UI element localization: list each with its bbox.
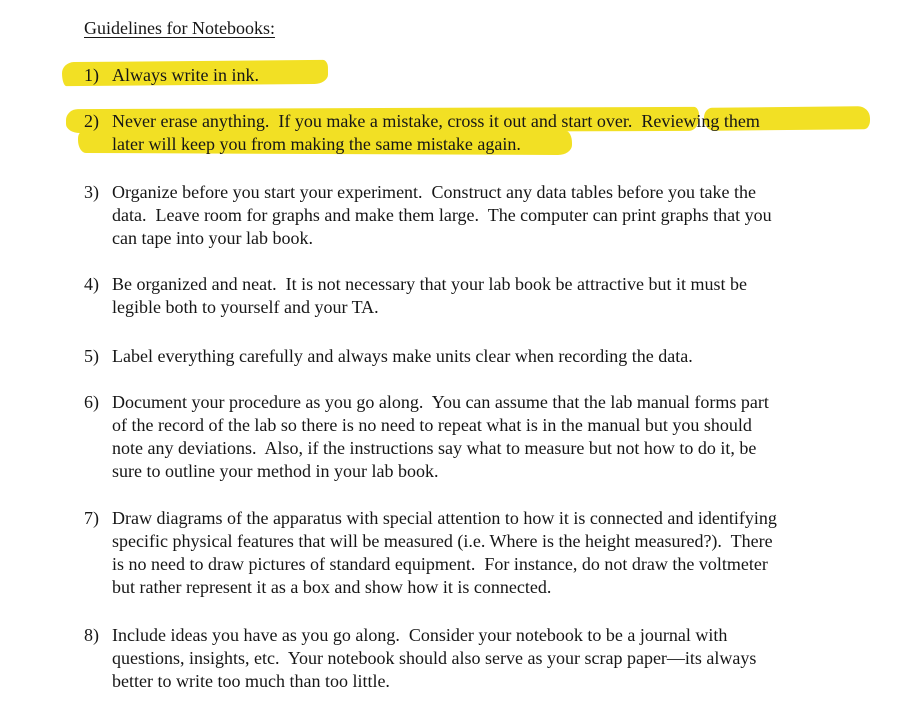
list-item-3	[84, 181, 906, 250]
item-text-line: note any deviations. Also, if the instructions say what to measure but not how to do it, be	[112, 438, 757, 458]
item-number: 7)	[84, 508, 99, 528]
list-item-7	[84, 507, 906, 599]
item-text	[112, 391, 769, 483]
list-item-5	[84, 345, 906, 368]
item-text-line: Include ideas you have as you go along. Consider your notebook to be a journal with	[112, 625, 728, 645]
item-number: 4)	[84, 274, 99, 294]
item-text	[112, 64, 259, 87]
item-text-line: of the record of the lab so there is no need to repeat what is in the manual but you should	[112, 415, 752, 435]
item-text	[112, 181, 772, 250]
item-text	[112, 507, 777, 599]
page-title: Guidelines for Notebooks:	[84, 18, 275, 38]
list-item-8	[84, 624, 906, 693]
list-item-1	[84, 64, 906, 87]
item-text-line: Always write in ink.	[112, 65, 259, 85]
item-text-line: data. Leave room for graphs and make them large. The computer can print graphs that you	[112, 205, 772, 225]
list-item-2	[84, 110, 906, 156]
item-text	[112, 110, 760, 156]
list-item-6	[84, 391, 906, 483]
item-text-line: Document your procedure as you go along. You can assume that the lab manual forms part	[112, 392, 769, 412]
item-text-line: Label everything carefully and always make units clear when recording the data.	[112, 346, 693, 366]
item-text-line: better to write too much than too little.	[112, 671, 390, 691]
item-text	[112, 345, 693, 368]
item-text-line: Draw diagrams of the apparatus with special attention to how it is connected and identifying	[112, 508, 777, 528]
item-number: 1)	[84, 65, 99, 85]
item-number: 6)	[84, 392, 99, 412]
item-number: 2)	[84, 111, 99, 131]
item-text-line: Organize before you start your experiment. Construct any data tables before you take the	[112, 182, 756, 202]
item-text-line: can tape into your lab book.	[112, 228, 313, 248]
item-text-line: Be organized and neat. It is not necessary that your lab book be attractive but it must be	[112, 274, 747, 294]
item-text-line: sure to outline your method in your lab book.	[112, 461, 439, 481]
item-text-line: but rather represent it as a box and show how it is connected.	[112, 577, 552, 597]
item-text-line: legible both to yourself and your TA.	[112, 297, 379, 317]
item-number: 8)	[84, 625, 99, 645]
item-text	[112, 273, 747, 319]
item-text-line: is no need to draw pictures of standard equipment. For instance, do not draw the voltmeter	[112, 554, 768, 574]
item-text-line: Never erase anything. If you make a mistake, cross it out and start over. Reviewing them	[112, 111, 760, 131]
item-text-line: questions, insights, etc. Your notebook should also serve as your scrap paper—its always	[112, 648, 757, 668]
item-text	[112, 624, 756, 693]
item-number: 3)	[84, 182, 99, 202]
list-item-4	[84, 273, 906, 319]
item-text-line: specific physical features that will be measured (i.e. Where is the height measured?). There	[112, 531, 773, 551]
item-number: 5)	[84, 346, 99, 366]
item-text-line: later will keep you from making the same mistake again.	[112, 134, 521, 154]
